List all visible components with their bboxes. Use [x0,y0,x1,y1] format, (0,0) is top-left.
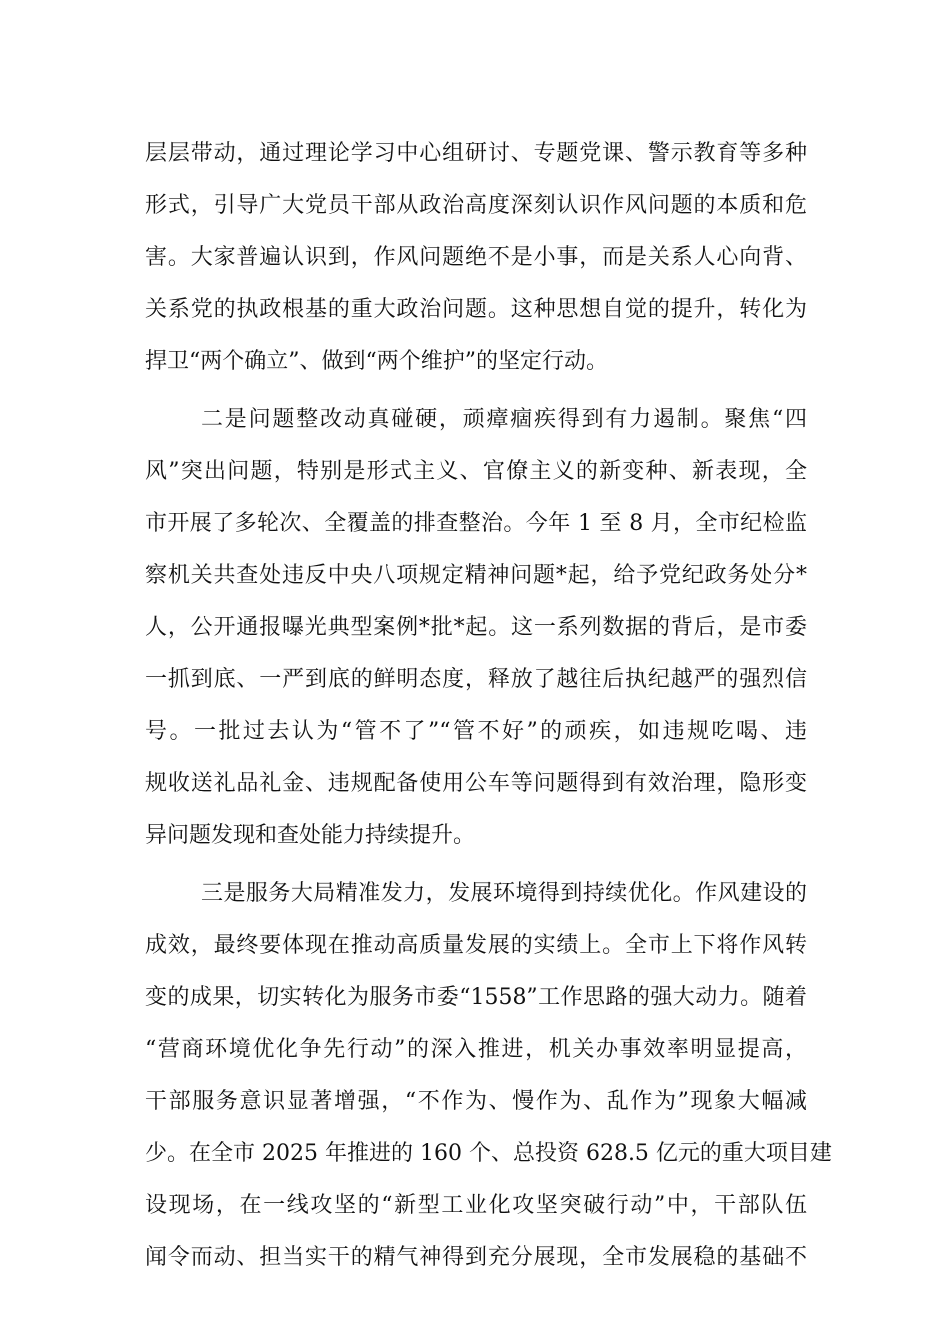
text-line: 层层带动，通过理论学习中心组研讨、专题党课、警示教育等多种 [145,141,807,166]
text-line: 三是服务大局精准发力，发展环境得到持续优化。作风建设的 [201,881,807,906]
text-line: 捍卫“两个确立”、做到“两个维护”的坚定行动。 [145,349,608,374]
document-body [145,128,832,1284]
text-line: 闻令而动、担当实干的精气神得到充分展现，全市发展稳的基础不 [145,1245,807,1270]
text-line: 成效，最终要体现在推动高质量发展的实绩上。全市上下将作风转 [145,933,807,958]
text-line: 干部服务意识显著增强，“不作为、慢作为、乱作为”现象大幅减 [145,1089,807,1114]
text-line: “营商环境优化争先行动”的深入推进，机关办事效率明显提高， [145,1037,807,1062]
text-line: 形式，引导广大党员干部从政治高度深刻认识作风问题的本质和危 [145,193,807,218]
text-line: 规收送礼品礼金、违规配备使用公车等问题得到有效治理，隐形变 [145,771,807,796]
text-line: 一抓到底、一严到底的鲜明态度，释放了越往后执纪越严的强烈信 [145,667,807,692]
text-line: 设现场，在一线攻坚的“新型工业化攻坚突破行动”中，干部队伍 [145,1193,807,1218]
text-line: 异问题发现和查处能力持续提升。 [145,823,476,848]
text-line: 察机关共查处违反中央八项规定精神问题*起，给予党纪政务处分* [145,563,807,588]
text-line: 号。一批过去认为“管不了”“管不好”的顽疾，如违规吃喝、违 [145,719,807,744]
paragraph-3 [145,868,832,1284]
text-line: 少。在全市 2025 年推进的 160 个、总投资 628.5 亿元的重大项目建 [145,1141,832,1166]
text-line: 二是问题整改动真碰硬，顽瘴痼疾得到有力遏制。聚焦“四 [201,407,807,432]
paragraph-1 [145,128,807,388]
paragraph-2 [145,394,807,862]
text-line: 风”突出问题，特别是形式主义、官僚主义的新变种、新表现，全 [145,459,807,484]
text-line: 害。大家普遍认识到，作风问题绝不是小事，而是关系人心向背、 [145,245,807,270]
text-line: 关系党的执政根基的重大政治问题。这种思想自觉的提升，转化为 [145,297,807,322]
text-line: 人，公开通报曝光典型案例*批*起。这一系列数据的背后，是市委 [145,615,807,640]
text-line: 市开展了多轮次、全覆盖的排查整治。今年 1 至 8 月，全市纪检监 [145,511,807,536]
text-line: 变的成果，切实转化为服务市委“1558”工作思路的强大动力。随着 [145,985,807,1010]
